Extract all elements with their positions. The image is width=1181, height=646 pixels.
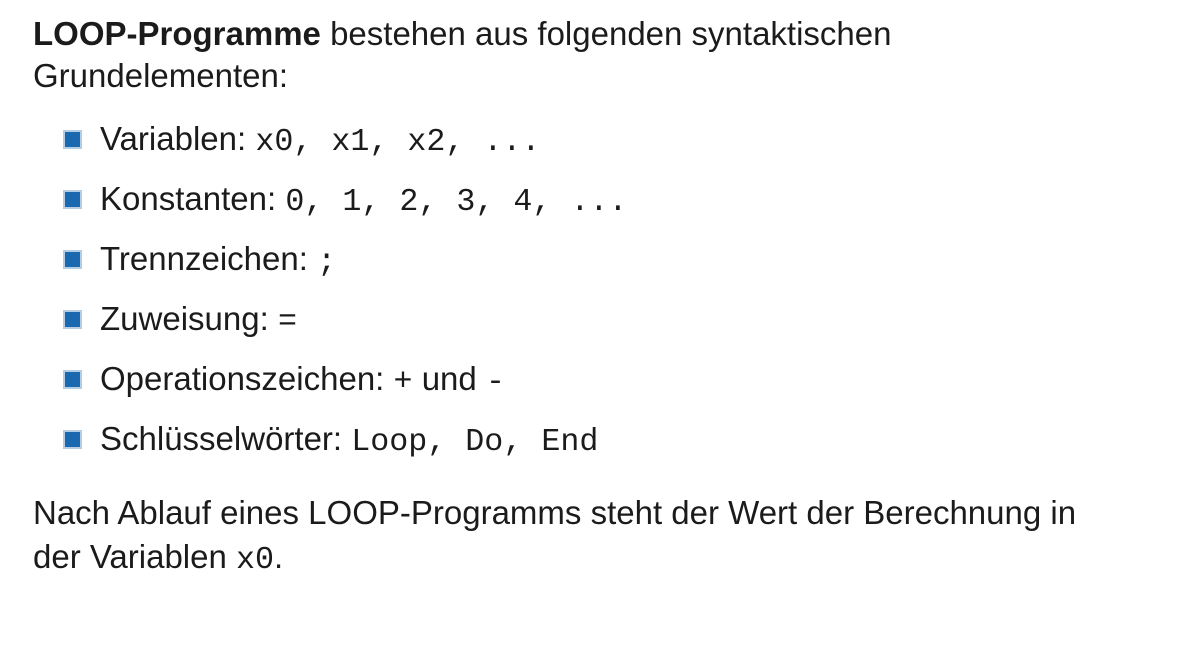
bullet-square-icon: [63, 130, 82, 149]
text-run: Trennzeichen:: [100, 240, 318, 277]
text-run: Schlüsselwörter:: [100, 420, 352, 457]
bullet-square-icon: [63, 430, 82, 449]
outro-line-2: [33, 535, 1161, 582]
text-run: Konstanten:: [100, 180, 286, 217]
list-item-text: [100, 240, 337, 280]
code-text: x0, x1, x2, ...: [255, 124, 541, 160]
text-run: Variablen:: [100, 120, 256, 157]
list-item: [33, 118, 1161, 163]
list-item-text: [100, 360, 505, 400]
code-text: +: [393, 364, 413, 400]
list-item-text: [100, 120, 541, 160]
code-text: ;: [317, 244, 337, 280]
text-run: Grundelementen:: [33, 57, 288, 94]
outro-paragraph: [33, 491, 1161, 582]
intro-line-2: [33, 55, 1161, 97]
list-item-text: [100, 420, 599, 460]
list-item: [33, 238, 1161, 283]
text-run: Nach Ablauf eines LOOP-Programms steht der Wert der Berechnung in: [33, 494, 1077, 531]
bullet-square-icon: [63, 250, 82, 269]
list-item-text: [100, 300, 297, 340]
intro-paragraph: [33, 13, 1161, 97]
outro-line-1: [33, 491, 1161, 535]
code-text: =: [277, 304, 297, 340]
text-run: .: [274, 538, 284, 575]
intro-line-1: [33, 13, 1161, 55]
list-item: [33, 418, 1161, 463]
list-item: [33, 358, 1161, 403]
bullet-square-icon: [63, 370, 82, 389]
bullet-square-icon: [63, 310, 82, 329]
code-text: -: [485, 364, 505, 400]
code-text: x0: [236, 542, 275, 578]
list-item: [33, 298, 1161, 343]
text-run: Operationszeichen:: [100, 360, 394, 397]
text-run: bestehen aus folgenden syntaktischen: [320, 15, 892, 52]
bullet-square-icon: [63, 190, 82, 209]
text-run: LOOP-Programme: [33, 15, 321, 52]
text-run: der Variablen: [33, 538, 237, 575]
code-text: 0, 1, 2, 3, 4, ...: [285, 184, 628, 220]
text-run: und: [412, 360, 486, 397]
syntax-element-list: [33, 118, 1161, 463]
text-run: Zuweisung:: [100, 300, 278, 337]
list-item-text: [100, 180, 628, 220]
list-item: [33, 178, 1161, 223]
code-text: Loop, Do, End: [351, 424, 599, 460]
